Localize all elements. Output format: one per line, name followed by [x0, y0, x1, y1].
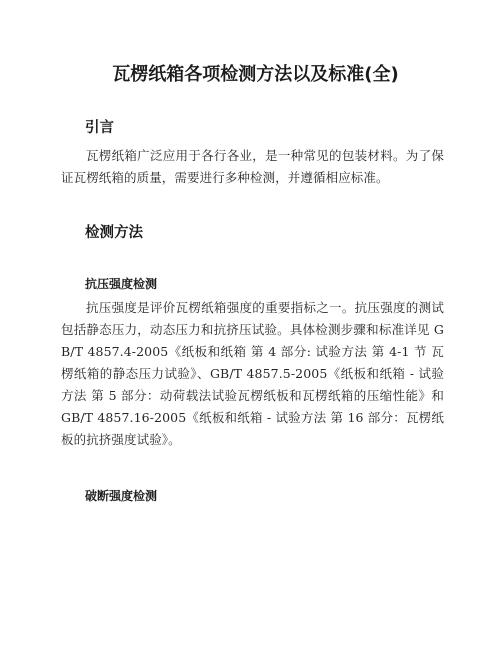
section-heading-intro: 引言 — [85, 120, 114, 136]
subsection-heading-compression: 抗压强度检测 — [85, 277, 158, 291]
intro-paragraph: 瓦楞纸箱广泛应用于各行各业，是一种常见的包装材料。为了保证瓦楞纸箱的质量，需要进行多种检测，并遵循相应标准。 — [61, 148, 444, 185]
document-title: 瓦楞纸箱各项检测方法以及标准(全) — [112, 64, 399, 85]
compression-paragraph: 抗压强度是评价瓦楞纸箱强度的重要指标之一。抗压强度的测试包括静态压力，动态压力和抗挤压试验。具体检测步骤和标准详见 GB/T 4857.4-2005《纸板和纸箱 第 4 部分: 试验方法 第 4-1 节 瓦楞纸箱的静态压力试验》、GB/T 4857.5-2005《纸板和纸箱 - 试验方法 第 5 部分：动荷载法试验瓦楞纸板和瓦楞纸箱的压缩性能》和 GB/T 4857.16-2005《纸板和纸箱 - 试验方法 第 16 部分：瓦楞纸板的抗挤强度试验》。 — [61, 300, 444, 447]
section-heading-methods: 检测方法 — [85, 225, 143, 241]
subsection-heading-burst: 破断强度检测 — [85, 489, 158, 503]
